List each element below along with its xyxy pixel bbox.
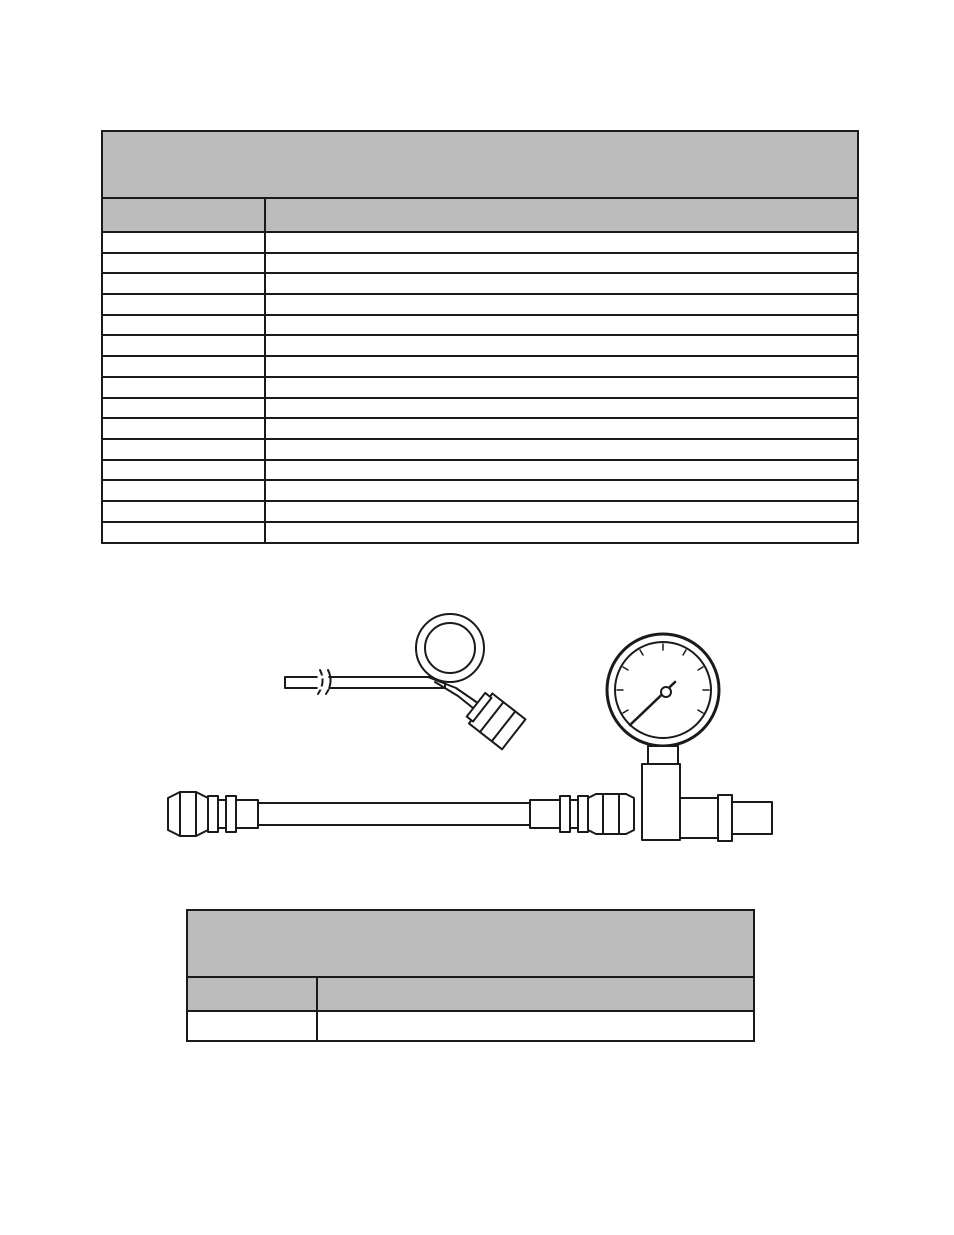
- parts-table-row: [103, 357, 857, 378]
- parts-table-part-number-cell: [103, 295, 266, 314]
- parts-table-description-cell: [266, 233, 857, 252]
- coiled-tube-with-nut: [285, 614, 525, 749]
- tee-fitting: [642, 764, 772, 841]
- parts-table-header: [103, 199, 857, 233]
- parts-table-description-cell: [266, 481, 857, 500]
- kit-table-description-cell: [318, 1012, 753, 1040]
- kit-header-description: [318, 978, 753, 1010]
- parts-table-part-number-cell: [103, 336, 266, 355]
- parts-table-row: [103, 399, 857, 420]
- parts-table-part-number-cell: [103, 254, 266, 273]
- kit-table-body: [188, 1012, 753, 1040]
- parts-table-description-cell: [266, 502, 857, 521]
- parts-table-row: [103, 419, 857, 440]
- parts-table-part-number-cell: [103, 399, 266, 418]
- parts-table-part-number-cell: [103, 378, 266, 397]
- kit-table: [186, 909, 755, 1042]
- pressure-gauge: [607, 634, 719, 764]
- parts-table-row: [103, 481, 857, 502]
- parts-table-description-cell: [266, 419, 857, 438]
- parts-table-description-cell: [266, 440, 857, 459]
- kit-table-title: [188, 911, 753, 978]
- kit-table-row: [188, 1012, 753, 1040]
- parts-table-part-number-cell: [103, 481, 266, 500]
- parts-table-part-number-cell: [103, 461, 266, 480]
- parts-table-description-cell: [266, 357, 857, 376]
- kit-header-part-number: [188, 978, 318, 1010]
- parts-table-row: [103, 336, 857, 357]
- parts-table-row: [103, 316, 857, 337]
- parts-table-description-cell: [266, 523, 857, 544]
- parts-table-part-number-cell: [103, 316, 266, 335]
- parts-table-row: [103, 440, 857, 461]
- header-description: [266, 199, 857, 231]
- parts-table-part-number-cell: [103, 523, 266, 544]
- parts-table-title: [103, 132, 857, 199]
- parts-table-description-cell: [266, 316, 857, 335]
- parts-table-row: [103, 461, 857, 482]
- parts-table-description-cell: [266, 461, 857, 480]
- parts-table-description-cell: [266, 274, 857, 293]
- parts-table-part-number-cell: [103, 440, 266, 459]
- parts-table-row: [103, 523, 857, 544]
- parts-table-description-cell: [266, 336, 857, 355]
- parts-table-part-number-cell: [103, 274, 266, 293]
- parts-table-row: [103, 274, 857, 295]
- kit-table-header: [188, 978, 753, 1012]
- hose-assembly: [168, 792, 634, 836]
- parts-table-description-cell: [266, 378, 857, 397]
- parts-table-description-cell: [266, 254, 857, 273]
- parts-table-part-number-cell: [103, 233, 266, 252]
- parts-table-row: [103, 254, 857, 275]
- parts-table-part-number-cell: [103, 357, 266, 376]
- parts-table: [101, 130, 859, 544]
- parts-table-row: [103, 295, 857, 316]
- parts-table-row: [103, 233, 857, 254]
- parts-table-description-cell: [266, 295, 857, 314]
- header-part-number: [103, 199, 266, 231]
- parts-table-description-cell: [266, 399, 857, 418]
- parts-table-row: [103, 378, 857, 399]
- parts-table-part-number-cell: [103, 419, 266, 438]
- kit-table-part-number-cell: [188, 1012, 318, 1040]
- gas-pressure-test-kit-illustration: [160, 610, 800, 850]
- parts-table-part-number-cell: [103, 502, 266, 521]
- parts-table-body: [103, 233, 857, 543]
- parts-table-row: [103, 502, 857, 523]
